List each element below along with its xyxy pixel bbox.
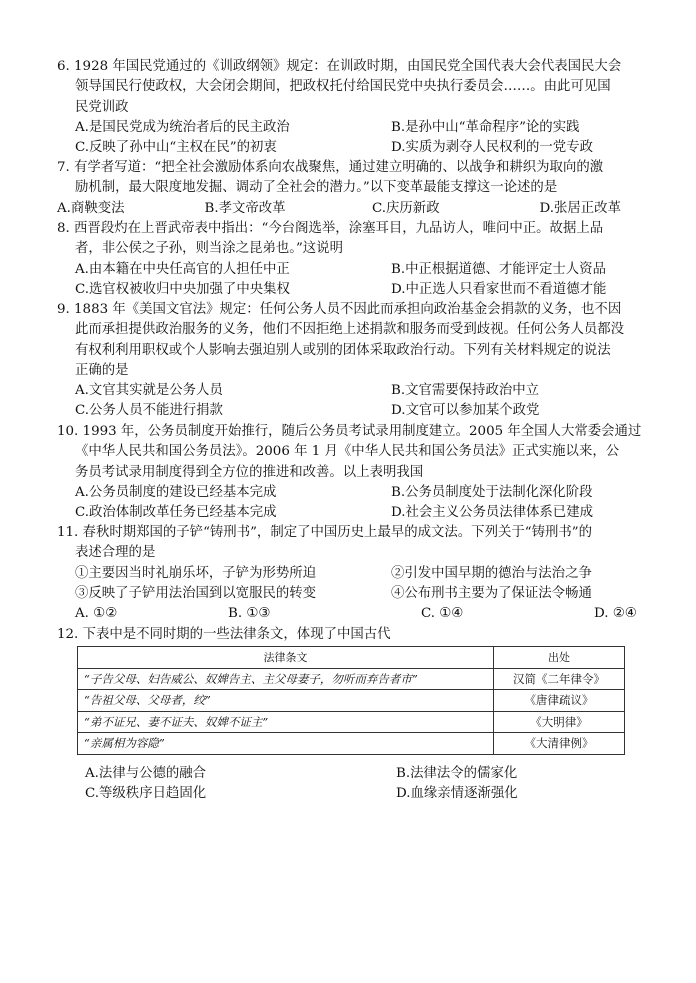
question-stem: 7. 有学者写道：“把全社会激励体系向农战聚焦，通过建立明确的、以战争和耕织为取向的激 (57, 160, 604, 175)
option-a[interactable]: A.是国民党成为统治者后的民主政治 (75, 119, 290, 135)
question-8 (57, 219, 647, 300)
option-d[interactable]: D.实质为剥夺人民权利的一党专政 (391, 140, 593, 156)
question-stem: 民党训政 (75, 99, 129, 115)
question-stem: 9. 1883 年《美国文官法》规定：任何公务人员不因此而承担向政治基金会捐款的义务，也不因 (57, 302, 622, 317)
question-stem: 《中华人民共和国公务员法》。2006 年 1 月《中华人民共和国公务员法》正式实施以来，公 (75, 444, 620, 460)
option-a[interactable]: A.公务员制度的建设已经基本完成 (75, 484, 277, 500)
option-d[interactable]: D.文官可以参加某个政党 (391, 403, 540, 419)
option-c[interactable]: C.庆历新政 (372, 200, 440, 216)
option-c[interactable]: C.政治体制改革任务已经基本完成 (75, 505, 277, 521)
option-b[interactable]: B.文官需要保持政治中立 (391, 383, 540, 399)
option-d[interactable]: D.张居正改革 (539, 200, 621, 216)
option-a[interactable]: A.商鞅变法 (57, 200, 125, 216)
option-b[interactable]: B.法律法令的儒家化 (396, 766, 518, 781)
question-stem: 务员考试录用制度得到全方位的推进和改善。以上表明我国 (75, 464, 424, 480)
law-text: “弟不证兄、妻不证夫、奴婢不证主” (78, 711, 494, 733)
option-b[interactable]: B.公务员制度处于法制化深化阶段 (391, 484, 593, 500)
question-6 (57, 57, 647, 158)
question-stem: 10. 1993 年，公务员制度开始推行，随后公务员考试录用制度建立。2005 年全国人大常委会通过 (57, 424, 642, 439)
law-source: 汉简《二年律令》 (494, 668, 625, 690)
table-row (78, 733, 625, 755)
table-row (78, 668, 625, 690)
option-b[interactable]: B.中正根据道德、才能评定士人资品 (391, 261, 606, 277)
option-c[interactable]: C.反映了孙中山“主权在民”的初衷 (75, 140, 277, 156)
table-header: 出处 (494, 647, 625, 669)
option-d[interactable]: D.血缘亲情逐渐强化 (396, 786, 518, 802)
question-stem: 此而承担提供政治服务的义务，他们不因拒绝上述捐款和服务而受到歧视。任何公务人员都没 (75, 322, 625, 338)
question-stem: 12. 下表中是不同时期的一些法律条文，体现了中国古代 (57, 627, 391, 642)
law-source: 《唐律疏议》 (494, 690, 625, 712)
question-stem: 领导国民行使政权，大会闭会期间，把政权托付给国民党中央执行委员会……。由此可见国 (75, 79, 611, 95)
option-c[interactable]: C.公务人员不能进行捐款 (75, 403, 223, 419)
law-text: “告祖父母、父母者，绞” (78, 690, 494, 712)
question-10 (57, 422, 647, 523)
table-row (78, 711, 625, 733)
table-header: 法律条文 (78, 647, 494, 669)
statement-1: ①主要因当时礼崩乐坏，子铲为形势所迫 (75, 565, 317, 581)
question-stem: 励机制，最大限度地发掘、调动了全社会的潜力。”以下变革最能支撑这一论述的是 (75, 180, 558, 196)
option-c[interactable]: C. ①④ (421, 606, 464, 622)
option-a[interactable]: A. ①② (75, 606, 118, 622)
statement-3: ③反映了子铲用法治国到以宽服民的转变 (75, 585, 317, 601)
question-9 (57, 300, 647, 422)
option-c[interactable]: C.选官权被收归中央加强了中央集权 (75, 281, 290, 297)
statement-2: ②引发中国早期的德治与法治之争 (391, 565, 592, 581)
option-c[interactable]: C.等级秩序日趋固化 (85, 786, 207, 802)
option-b[interactable]: B. ①③ (228, 606, 271, 622)
question-stem: 8. 西晋段灼在上晋武帝表中指出：“今台阁选举，涂塞耳目，九品访人，唯问中正。故据上品 (57, 221, 604, 236)
option-b[interactable]: B.是孙中山“革命程序”论的实践 (391, 119, 580, 135)
law-text: “亲属相为容隐” (78, 733, 494, 755)
question-stem: 有权利利用职权或个人影响去强迫别人或别的团体采取政治行动。下列有关材料规定的说法 (75, 342, 611, 358)
question-stem: 11. 春秋时期郑国的子铲“铸刑书”，制定了中国历史上最早的成文法。下列关于“铸刑书”的 (57, 525, 592, 540)
option-a[interactable]: A.由本籍在中央任高官的人担任中正 (75, 261, 290, 277)
question-stem: 表述合理的是 (75, 545, 156, 561)
option-d[interactable]: D.社会主义公务员法律体系已建成 (391, 505, 593, 521)
question-stem: 正确的是 (75, 362, 129, 378)
law-source: 《大清律例》 (494, 733, 625, 755)
question-7 (57, 158, 647, 219)
law-table (77, 646, 625, 755)
law-text: “子告父母、妇告威公、奴婢告主、主父母妻子，勿听而弃告者市” (78, 668, 494, 690)
law-source: 《大明律》 (494, 711, 625, 733)
option-d[interactable]: D. ②④ (594, 606, 637, 622)
question-stem: 者，非公侯之子孙，则当涂之昆弟也。”这说明 (75, 241, 343, 257)
question-12 (57, 625, 647, 645)
option-a[interactable]: A.文官其实就是公务人员 (75, 383, 223, 399)
option-a[interactable]: A.法律与公德的融合 (85, 766, 207, 781)
question-stem: 6. 1928 年国民党通过的《训政纲领》规定：在训政时期，由国民党全国代表大会代表国民大会 (57, 59, 622, 74)
option-d[interactable]: D.中正选人只看家世而不看道德才能 (391, 281, 607, 297)
option-b[interactable]: B.孝文帝改革 (204, 200, 286, 216)
statement-4: ④公布刑书主要为了保证法令畅通 (391, 585, 592, 601)
table-row (78, 690, 625, 712)
question-11 (57, 523, 647, 624)
question-12-options (57, 764, 647, 805)
